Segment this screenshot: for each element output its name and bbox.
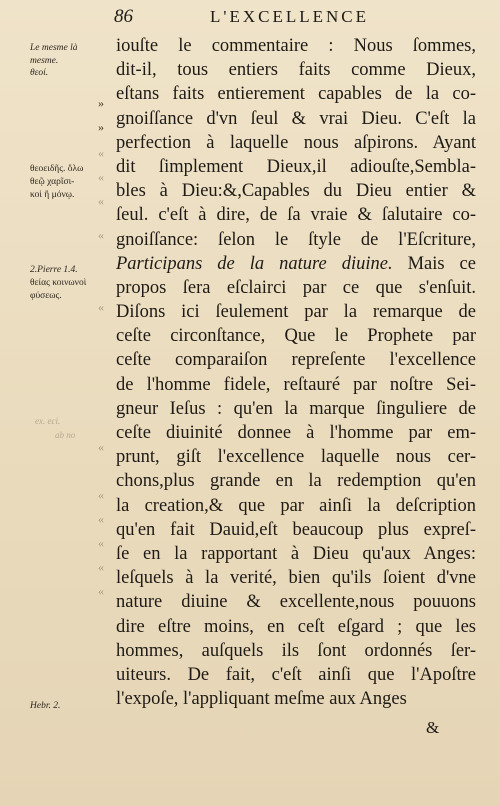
text-line: dit ſimplement Dieux,il adiouſte,Sembla- — [116, 156, 476, 177]
text-line: ceſte comparaiſon repreſente l'excellence — [116, 350, 476, 371]
margin-note: Le mesme là — [30, 43, 78, 53]
quote-mark: « — [98, 300, 104, 314]
text-line: iouſte le commentaire : Nous ſommes, — [116, 36, 476, 56]
text-line: qu'en fait Dauid,eſt beaucoup plus expreſ- — [116, 519, 476, 540]
text-line: uiteurs. De fait, c'eſt ainſi que l'Apoſtre — [116, 664, 476, 685]
text-line: nature diuine & excellente,nous pouuons — [116, 592, 476, 613]
text-line: chons,plus grande en la redemption qu'en — [116, 471, 476, 492]
quote-mark: « — [98, 536, 104, 550]
quote-mark: « — [98, 228, 104, 242]
text-line: l'expoſe, l'appliquant meſme aux Anges — [116, 689, 407, 710]
quote-mark: « — [98, 584, 104, 598]
quote-mark: « — [98, 512, 104, 526]
text-line: la creation,& que par ainſi la deſcription — [116, 495, 476, 516]
quote-mark: « — [98, 440, 104, 454]
text-fragment: Mais ce — [392, 253, 476, 274]
quote-mark: « — [98, 560, 104, 574]
text-line: de l'homme fidele, reſtauré par noſtre Sei- — [116, 374, 476, 395]
body-text — [116, 34, 476, 711]
text-line: ceſte circonſtance, Que le Prophete par — [116, 326, 476, 347]
quote-mark: » — [98, 120, 104, 134]
text-line: prunt, giſt l'excellence laquelle nous cer- — [116, 447, 476, 468]
text-line: hommes, auſquels ils ſont ordonnés ſer- — [116, 640, 476, 661]
quote-mark: « — [98, 170, 104, 184]
text-line: ceſte diuinité donnee à l'homme par em- — [116, 423, 476, 443]
catchword: & — [426, 718, 440, 737]
text-line: propos ſera eſclairci par ce que s'enſuit. — [116, 277, 476, 298]
margin-note: Hebr. 2. — [30, 701, 61, 711]
text-line: perfection à laquelle nous aſpirons. Ayant — [116, 132, 476, 153]
margin-note: θεοειδῆς. ὅλω — [30, 164, 84, 174]
text-line: Diſons ici ſeulement par la remarque de — [116, 302, 476, 323]
margin-note: φύσεως. — [30, 291, 62, 301]
quote-mark: « — [98, 194, 104, 208]
text-line: gnoiſſance: ſelon le ſtyle de l'Eſcriture, — [116, 229, 476, 250]
text-line: gnoiſſance d'vn ſeul & vrai Dieu. C'eſt la — [116, 108, 476, 129]
quote-mark: » — [98, 96, 104, 110]
bleed-through-text: ex. eci. — [35, 416, 61, 426]
quote-mark: « — [98, 146, 104, 160]
margin-note: 2.Pierre 1.4. — [30, 265, 78, 275]
margin-note: mesme. — [30, 56, 59, 66]
text-line: leſquels à la verité, bien qu'ils ſoient d'vne — [116, 568, 476, 589]
text-line: ſe en la rapportant à Dieu qu'aux Anges: — [116, 543, 476, 564]
margin-notes — [0, 0, 120, 806]
bleed-through-text: ab no — [55, 430, 76, 440]
italic-quotation: Participans de la nature diuine. — [116, 253, 393, 274]
quote-mark: « — [98, 488, 104, 502]
text-line: dit-il, tous entiers faits comme Dieux, — [116, 60, 476, 81]
text-line: dire eſtre moins, en ceſt eſgard ; que les — [116, 616, 476, 637]
text-line-italic — [116, 252, 476, 276]
text-line: bles à Dieu:&,Capables du Dieu entier & — [116, 181, 476, 202]
text-line: gneur Ieſus : qu'en la marque ſinguliere de — [116, 398, 476, 419]
margin-note: θείας κοινωνοὶ — [30, 278, 87, 288]
page-number: 86 — [114, 6, 133, 27]
page-header — [110, 6, 480, 30]
margin-note: θεῷ χαρῖσι- — [30, 177, 75, 187]
margin-note: θεοί. — [30, 68, 49, 78]
running-head: L'EXCELLENCE — [210, 7, 369, 26]
text-line: ſeul. c'eſt à dire, de ſa vraie & ſalutaire co- — [116, 205, 476, 226]
text-line: eſtans faits entierement capables de la co- — [116, 84, 476, 105]
margin-note: κοὶ ἢ μόνῳ. — [30, 190, 75, 200]
